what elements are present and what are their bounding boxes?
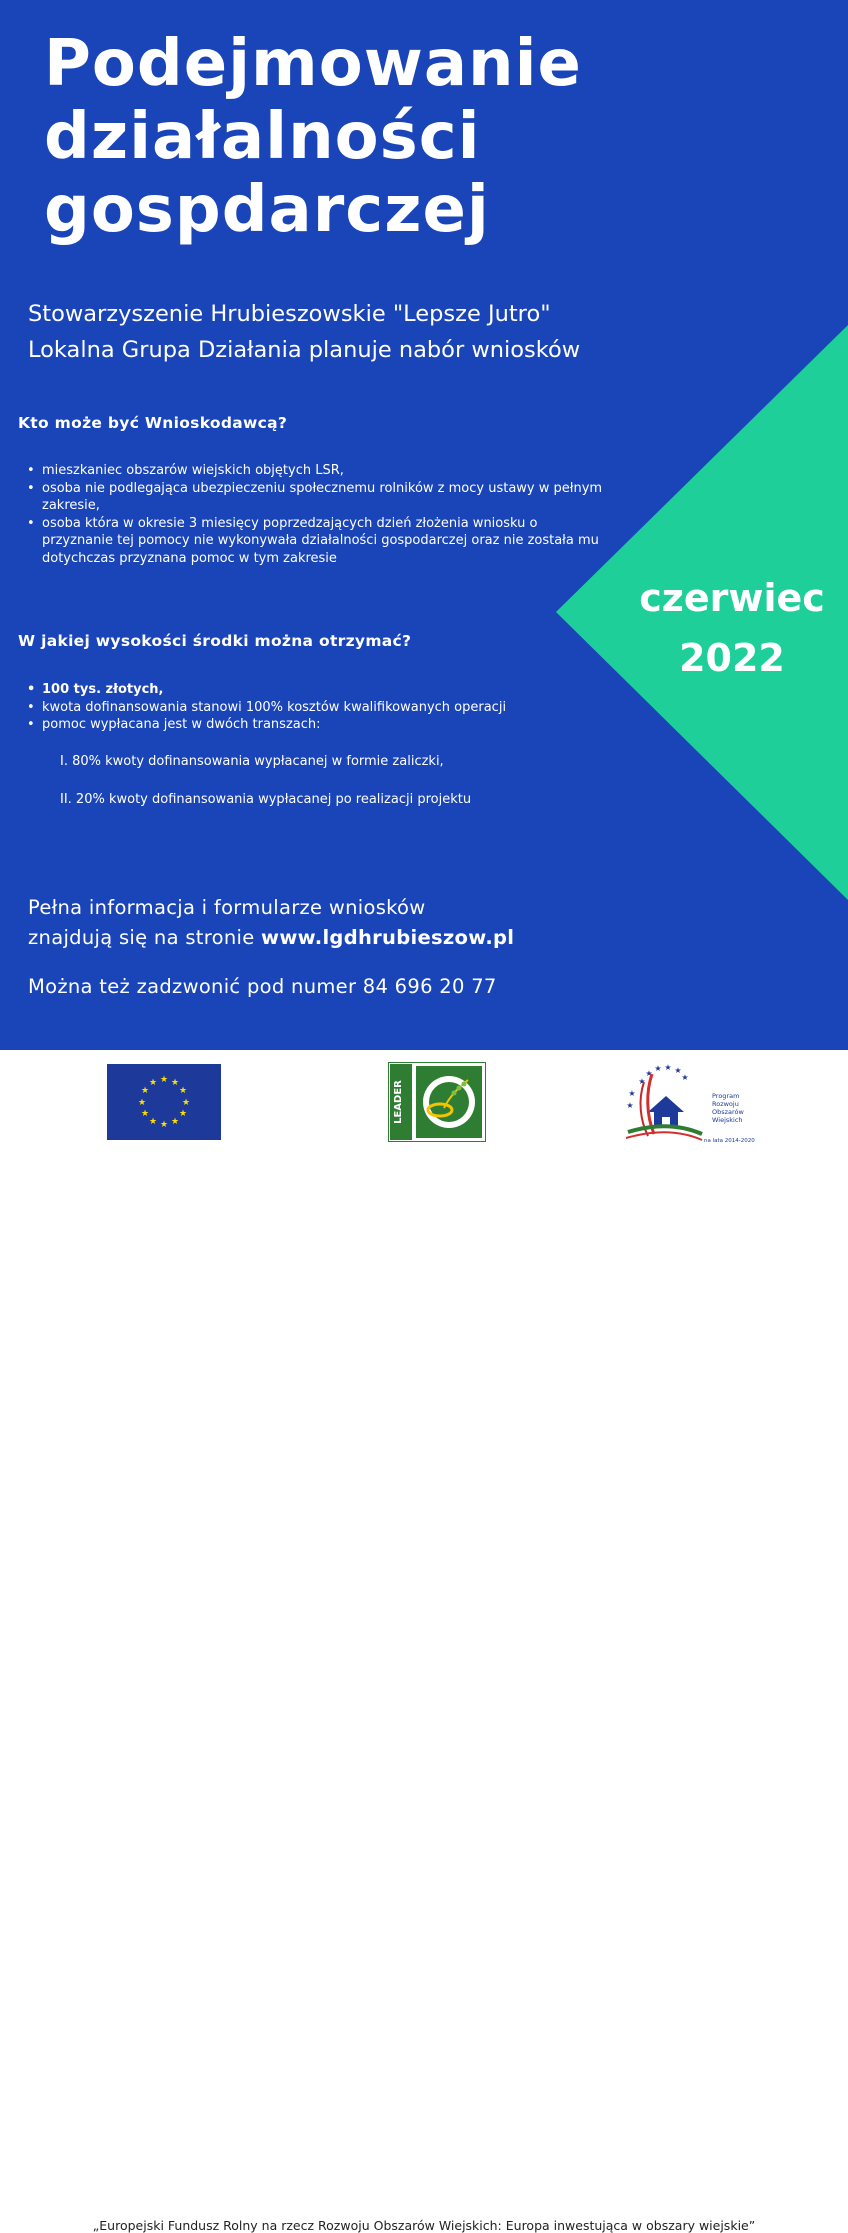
svg-text:★: ★ [178, 1086, 188, 1096]
svg-text:★: ★ [181, 1098, 191, 1108]
subtitle-line: Stowarzyszenie Hrubieszowskie "Lepsze Jutro" [28, 301, 551, 327]
prow-line: Obszarów [712, 1108, 744, 1116]
applicants-list [26, 462, 606, 567]
svg-text:★: ★ [170, 1078, 180, 1088]
logo-bar [0, 1050, 848, 2233]
svg-text:★: ★ [664, 1063, 672, 1072]
info-line: Pełna informacja i formularze wniosków [28, 896, 426, 919]
list-item: • osoba która w okresie 3 miesięcy poprzedzających dzień złożenia wniosku o przyznanie tej pomocy nie wykonywała działalności gospodarczej oraz nie została mu dotychczas przyznana pomoc w tym zakresie [26, 515, 606, 568]
eu-flag-icon [107, 1064, 221, 1140]
svg-text:★: ★ [681, 1073, 689, 1082]
list-item: • mieszkaniec obszarów wiejskich objętych LSR, [26, 462, 606, 480]
info-line-prefix: znajdują się na stronie [28, 926, 262, 949]
svg-text:★: ★ [159, 1075, 169, 1085]
date-month: czerwiec [639, 576, 825, 620]
list-item: • kwota dofinansowania stanowi 100% kosztów kwalifikowanych operacji [26, 699, 626, 717]
date-year: 2022 [679, 636, 785, 680]
footer-caption: „Europejski Fundusz Rolny na rzecz Rozwoju Obszarów Wiejskich: Europa inwestująca w obszary wiejskie” [92, 2218, 756, 2233]
subtitle-line: Lokalna Grupa Działania planuje nabór wniosków [28, 337, 581, 363]
svg-text:★: ★ [674, 1066, 682, 1075]
applicants-heading: Kto może być Wnioskodawcą? [18, 414, 288, 432]
svg-text:★: ★ [626, 1101, 634, 1110]
svg-text:★: ★ [148, 1078, 158, 1088]
info-line [28, 923, 514, 953]
title-line: Podejmowanie [44, 27, 582, 101]
svg-text:★: ★ [628, 1089, 636, 1098]
svg-text:★: ★ [638, 1077, 646, 1086]
svg-text:★: ★ [170, 1117, 180, 1127]
poster-background [0, 0, 848, 1050]
svg-text:★: ★ [159, 1120, 169, 1130]
funding-heading: W jakiej wysokości środki można otrzymać? [18, 632, 412, 650]
title-line: gospdarczej [44, 173, 490, 247]
svg-text:★: ★ [137, 1098, 147, 1108]
date-badge [612, 568, 848, 688]
prow-line: Wiejskich [712, 1116, 743, 1124]
svg-text:★: ★ [178, 1109, 188, 1119]
list-item: • 100 tys. złotych, [26, 681, 626, 699]
subtitle [28, 296, 580, 368]
prow-line: Rozwoju [712, 1100, 739, 1108]
title-line: działalności [44, 100, 481, 174]
leader-logo [388, 1062, 486, 1142]
leader-logo-text: LEADER [393, 1080, 404, 1124]
list-item: • osoba nie podlegająca ubezpieczeniu społecznemu rolników z mocy ustawy w pełnym zakresie, [26, 480, 606, 515]
page-title [44, 28, 582, 247]
funding-list [26, 681, 626, 734]
list-item: • pomoc wypłacana jest w dwóch transzach: [26, 716, 626, 734]
prow-line: Program [712, 1092, 740, 1100]
svg-text:★: ★ [140, 1086, 150, 1096]
info-block [28, 893, 514, 953]
tranche-item: II. 20% kwoty dofinansowania wypłacanej po realizacji projektu [60, 792, 472, 807]
svg-text:★: ★ [645, 1069, 653, 1078]
svg-text:★: ★ [148, 1117, 158, 1127]
tranche-item: I. 80% kwoty dofinansowania wypłacanej w formie zaliczki, [60, 754, 444, 769]
prow-period: na lata 2014-2020 [704, 1138, 755, 1144]
prow-logo [624, 1062, 764, 1146]
svg-text:★: ★ [654, 1064, 662, 1073]
phone-line: Można też zadzwonić pod numer 84 696 20 77 [28, 975, 497, 998]
website-link[interactable]: www.lgdhrubieszow.pl [261, 926, 515, 949]
svg-text:★: ★ [140, 1109, 150, 1119]
